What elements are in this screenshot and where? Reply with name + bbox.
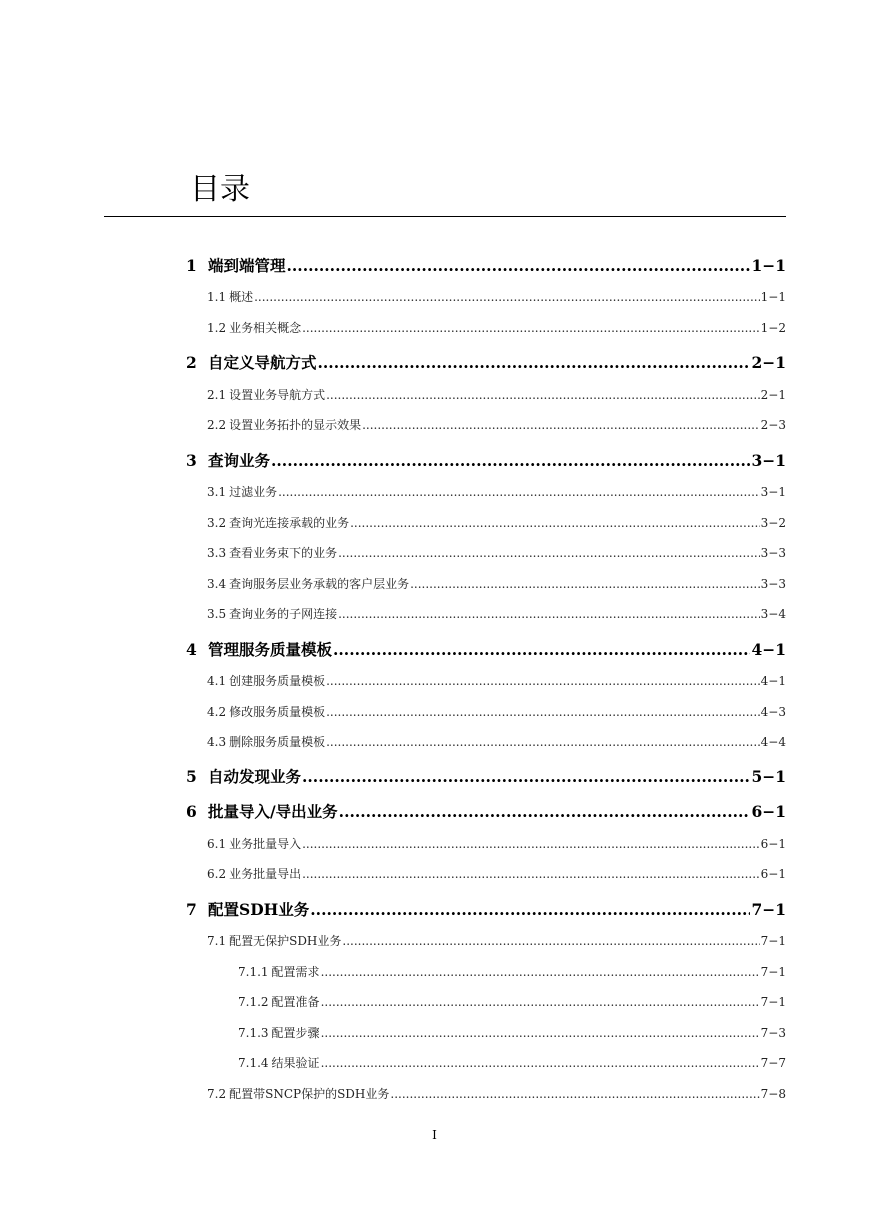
toc-entry[interactable] <box>186 638 786 660</box>
toc-entry[interactable] <box>207 932 786 949</box>
toc-text: 删除服务质量模板 <box>229 735 326 749</box>
toc-number: 3.3 <box>207 546 227 560</box>
toc-entry[interactable] <box>186 449 786 471</box>
toc-number: 7.1.2 <box>238 995 269 1009</box>
toc-leader <box>254 290 760 304</box>
toc-number: 7.2 <box>207 1087 227 1101</box>
toc-number: 6 <box>186 802 197 821</box>
toc-page: 4−1 <box>751 640 786 659</box>
toc-leader <box>271 451 750 470</box>
toc-leader <box>321 1026 760 1040</box>
toc-leader <box>326 388 760 402</box>
toc-number: 3.1 <box>207 485 227 499</box>
toc-text: 过滤业务 <box>229 485 278 499</box>
toc-text: 查询服务层业务承载的客户层业务 <box>229 577 410 591</box>
toc-entry[interactable] <box>207 835 786 852</box>
toc-leader <box>350 516 760 530</box>
toc-text: 配置SDH业务 <box>208 900 310 919</box>
toc-text: 管理服务质量模板 <box>208 640 333 659</box>
toc-page: 3−4 <box>760 607 786 621</box>
toc-page: 3−1 <box>751 451 786 470</box>
toc-leader <box>390 1087 759 1101</box>
toc-text: 设置业务拓扑的显示效果 <box>229 418 362 432</box>
toc-number: 5 <box>186 767 197 786</box>
toc-page: 7−3 <box>760 1026 786 1040</box>
toc-entry[interactable] <box>207 319 786 336</box>
toc-text: 设置业务导航方式 <box>229 388 326 402</box>
toc-number: 3.4 <box>207 577 227 591</box>
toc-leader <box>342 934 759 948</box>
toc-page: 6−1 <box>760 837 786 851</box>
toc-page: 2−1 <box>760 388 786 402</box>
toc-entry[interactable] <box>207 672 786 689</box>
toc-entry[interactable] <box>238 963 786 980</box>
toc-page: 7−1 <box>760 995 786 1009</box>
toc-leader <box>318 353 751 372</box>
toc-entry[interactable] <box>238 1054 786 1071</box>
toc-entry[interactable] <box>238 993 786 1010</box>
toc-page: 5−1 <box>751 767 786 786</box>
page-title: 目录 <box>190 172 250 207</box>
toc-text: 结果验证 <box>271 1056 320 1070</box>
toc-text: 业务批量导出 <box>229 867 302 881</box>
toc-leader <box>326 674 760 688</box>
toc-entry[interactable] <box>207 386 786 403</box>
toc-leader <box>339 802 751 821</box>
toc-number: 4.1 <box>207 674 227 688</box>
toc-leader <box>326 735 760 749</box>
toc-text: 配置准备 <box>271 995 320 1009</box>
toc-entry[interactable] <box>186 351 786 373</box>
toc-page: 4−4 <box>760 735 786 749</box>
toc-page: 3−3 <box>760 577 786 591</box>
toc-text: 配置带SNCP保护的SDH业务 <box>229 1087 390 1101</box>
toc-entry[interactable] <box>186 800 786 822</box>
toc-text: 配置需求 <box>271 965 320 979</box>
toc-page: 4−3 <box>760 705 786 719</box>
toc-page: 7−7 <box>760 1056 786 1070</box>
toc-number: 6.2 <box>207 867 227 881</box>
toc-leader <box>278 485 760 499</box>
toc-leader <box>302 767 750 786</box>
toc-text: 查询业务 <box>208 451 271 470</box>
toc-number: 2.2 <box>207 418 227 432</box>
toc-entry[interactable] <box>207 605 786 622</box>
toc-leader <box>302 867 760 881</box>
toc-page: 7−1 <box>760 965 786 979</box>
toc-text: 修改服务质量模板 <box>229 705 326 719</box>
toc-text: 查询业务的子网连接 <box>229 607 338 621</box>
toc-page: 6−1 <box>751 802 786 821</box>
toc-entry[interactable] <box>207 416 786 433</box>
toc-leader <box>338 607 760 621</box>
toc-entry[interactable] <box>207 514 786 531</box>
toc-leader <box>362 418 760 432</box>
toc-number: 1.2 <box>207 321 227 335</box>
toc-text: 配置步骤 <box>271 1026 320 1040</box>
toc-page: 1−1 <box>751 256 786 275</box>
toc-entry[interactable] <box>238 1024 786 1041</box>
toc-number: 7.1 <box>207 934 227 948</box>
toc-leader <box>310 900 750 919</box>
toc-text: 端到端管理 <box>208 256 286 275</box>
toc-text: 配置无保护SDH业务 <box>229 934 342 948</box>
toc-page: 6−1 <box>760 867 786 881</box>
toc-text: 自动发现业务 <box>208 767 302 786</box>
toc-entry[interactable] <box>207 544 786 561</box>
toc-text: 业务相关概念 <box>229 321 302 335</box>
toc-entry[interactable] <box>207 865 786 882</box>
toc-number: 2.1 <box>207 388 227 402</box>
toc-leader <box>287 256 751 275</box>
toc-page: 7−1 <box>760 934 786 948</box>
toc-leader <box>321 1056 760 1070</box>
toc-entry[interactable] <box>186 898 786 920</box>
toc-page: 3−1 <box>760 485 786 499</box>
toc-entry[interactable] <box>207 288 786 305</box>
title-divider <box>104 216 786 217</box>
toc-entry[interactable] <box>207 1085 786 1102</box>
toc-leader <box>410 577 760 591</box>
toc-entry[interactable] <box>207 733 786 750</box>
toc-leader <box>302 321 760 335</box>
toc-page: 4−1 <box>760 674 786 688</box>
toc-number: 7 <box>186 900 197 919</box>
toc-page: 3−2 <box>760 516 786 530</box>
toc-page: 1−2 <box>760 321 786 335</box>
toc-page: 2−3 <box>760 418 786 432</box>
toc-number: 6.1 <box>207 837 227 851</box>
toc-number: 3.5 <box>207 607 227 621</box>
toc-number: 3 <box>186 451 197 470</box>
toc-text: 业务批量导入 <box>229 837 302 851</box>
toc-text: 查看业务束下的业务 <box>229 546 338 560</box>
toc-number: 1 <box>186 256 197 275</box>
toc-text: 批量导入/导出业务 <box>208 802 338 821</box>
toc-page: 1−1 <box>760 290 786 304</box>
toc-page: 3−3 <box>760 546 786 560</box>
toc-leader <box>302 837 760 851</box>
toc-number: 7.1.4 <box>238 1056 269 1070</box>
toc-entry[interactable] <box>186 254 786 276</box>
toc-text: 自定义导航方式 <box>208 353 317 372</box>
toc-text: 查询光连接承载的业务 <box>229 516 350 530</box>
toc-text: 概述 <box>229 290 254 304</box>
toc-number: 1.1 <box>207 290 227 304</box>
toc-leader <box>333 640 750 659</box>
toc-page: 7−1 <box>751 900 786 919</box>
toc-text: 创建服务质量模板 <box>229 674 326 688</box>
toc-entry[interactable] <box>186 765 786 787</box>
toc-number: 2 <box>186 353 197 372</box>
page-number: I <box>432 1128 437 1142</box>
toc-number: 4.3 <box>207 735 227 749</box>
toc-leader <box>338 546 760 560</box>
toc-leader <box>321 965 760 979</box>
toc-entry[interactable] <box>207 703 786 720</box>
toc-leader <box>326 705 760 719</box>
toc-page: 7−8 <box>760 1087 786 1101</box>
toc-entry[interactable] <box>207 575 786 592</box>
toc-number: 4.2 <box>207 705 227 719</box>
toc-number: 4 <box>186 640 197 659</box>
toc-number: 7.1.1 <box>238 965 269 979</box>
toc-leader <box>321 995 760 1009</box>
toc-entry[interactable] <box>207 483 786 500</box>
toc-number: 3.2 <box>207 516 227 530</box>
toc-page: 2−1 <box>751 353 786 372</box>
toc-number: 7.1.3 <box>238 1026 269 1040</box>
